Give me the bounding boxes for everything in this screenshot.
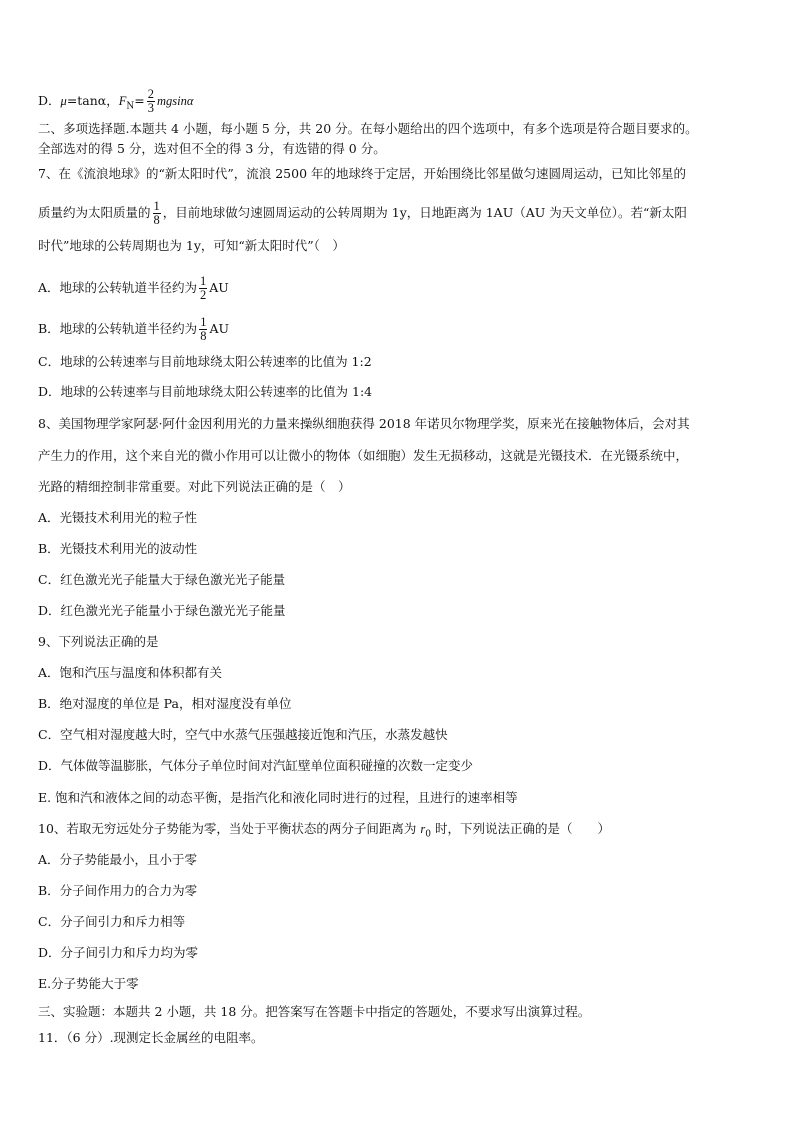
formula-tail: mgsinα — [157, 94, 194, 108]
text: ，目前地球做匀速圆周运动的公转周期为 1y，日地距离为 1AU（AU 为天文单位）。若“新太阳 — [162, 205, 687, 220]
fraction-two-thirds — [147, 88, 155, 115]
mu-symbol: μ — [60, 94, 67, 108]
numerator: 1 — [200, 315, 207, 329]
text: B．地球的公转轨道半径约为 — [38, 321, 198, 336]
numerator: 2 — [147, 87, 155, 101]
q8-stem-line3: 光路的精细控制非常重要。对此下列说法正确的是（ ） — [38, 479, 351, 494]
q10-option-a: A．分子势能最小，且小于零 — [38, 852, 198, 867]
numerator: 1 — [200, 274, 207, 288]
q9-option-a: A．饱和汽压与温度和体积都有关 — [38, 665, 223, 680]
q10-option-d: D．分子间引力和斥力均为零 — [38, 945, 199, 960]
q10-stem — [38, 821, 764, 843]
q11-stem: 11．（6 分）.现测定长金属丝的电阻率。 — [38, 1030, 264, 1045]
q7-option-a — [38, 275, 764, 302]
q9-option-e: E. 饱和汽和液体之间的动态平衡，是指汽化和液化同时进行的过程，且进行的速率相等 — [38, 790, 518, 805]
q10-option-e: E.分子势能大于零 — [38, 976, 139, 991]
numerator: 1 — [153, 199, 160, 213]
q7-option-d: D．地球的公转速率与目前地球绕太阳公转速率的比值为 1:4 — [38, 384, 373, 399]
q10-option-b: B．分子间作用力的合力为零 — [38, 883, 198, 898]
q10-option-c: C．分子间引力和斥力相等 — [38, 914, 186, 929]
q8-option-b: B．光镊技术利用光的波动性 — [38, 541, 198, 556]
fraction-one-half — [199, 275, 207, 302]
section2-heading-line1: 二、多项选择题.本题共 4 小题，每小题 5 分，共 20 分。在每小题给出的四个选项中，有多个选项是符合题目要求的。 — [38, 121, 698, 136]
q9-stem: 9、下列说法正确的是 — [38, 634, 159, 649]
unit: AU — [209, 280, 229, 295]
unit: AU — [209, 321, 229, 336]
q6-option-d — [38, 88, 764, 115]
denominator: 2 — [200, 288, 207, 302]
q7-stem-line2 — [38, 200, 764, 227]
q8-stem-line1: 8、美国物理学家阿瑟·阿什金因利用光的力量来操纵细胞获得 2018 年诺贝尔物理学奖，原来光在接触物体后，会对其 — [38, 416, 690, 431]
r-subscript: 0 — [425, 829, 431, 840]
section3-heading: 三、实验题：本题共 2 小题，共 18 分。把答案写在答题卡中指定的答题处，不要求写出演算过程。 — [38, 1004, 591, 1019]
q8-option-d: D．红色激光光子能量小于绿色激光光子能量 — [38, 603, 286, 618]
r-symbol: r — [420, 822, 426, 836]
fraction-one-eighth — [153, 200, 161, 227]
option-label: D． — [38, 93, 61, 108]
q8-stem-line2: 产生力的作用，这个来自光的微小作用可以让微小的物体（如细胞）发生无损移动，这就是光镊技术．在光镊系统中， — [38, 448, 689, 463]
text: 10、若取无穷远处分子势能为零，当处于平衡状态的两分子间距离为 — [38, 821, 421, 836]
q8-option-c: C．红色激光光子能量大于绿色激光光子能量 — [38, 572, 286, 587]
fn-symbol: F — [118, 94, 127, 108]
denominator: 8 — [153, 213, 160, 227]
text: 时，下列说法正确的是（ ） — [431, 821, 610, 836]
text: A．地球的公转轨道半径约为 — [38, 280, 198, 295]
q7-stem-line1: 7、在《流浪地球》的“新太阳时代”，流浪 2500 年的地球终于定居，开始围绕比邻星做匀速圆周运动，已知比邻星的 — [38, 166, 686, 181]
q7-option-b — [38, 316, 764, 343]
text: 质量约为太阳质量的 — [38, 205, 151, 220]
q8-option-a: A．光镊技术利用光的粒子性 — [38, 510, 198, 525]
q7-option-c: C．地球的公转速率与目前地球绕太阳公转速率的比值为 1:2 — [38, 354, 372, 369]
equals: = — [134, 93, 145, 108]
fn-subscript: N — [126, 101, 135, 112]
q9-option-d: D．气体做等温膨胀，气体分子单位时间对汽缸壁单位面积碰撞的次数一定变少 — [38, 758, 474, 773]
text: =tanα， — [66, 93, 119, 108]
denominator: 3 — [147, 101, 155, 115]
section2-heading-line2: 全部选对的得 5 分，选对但不全的得 3 分，有选错的得 0 分。 — [38, 141, 386, 156]
fraction-one-eighth — [199, 316, 207, 343]
q9-option-b: B．绝对湿度的单位是 Pa，相对湿度没有单位 — [38, 696, 292, 711]
denominator: 8 — [200, 329, 207, 343]
q9-option-c: C．空气相对湿度越大时，空气中水蒸气压强越接近饱和汽压，水蒸发越快 — [38, 727, 448, 742]
q7-stem-line3: 时代”地球的公转周期也为 1y，可知“新太阳时代”（ ） — [38, 238, 345, 253]
